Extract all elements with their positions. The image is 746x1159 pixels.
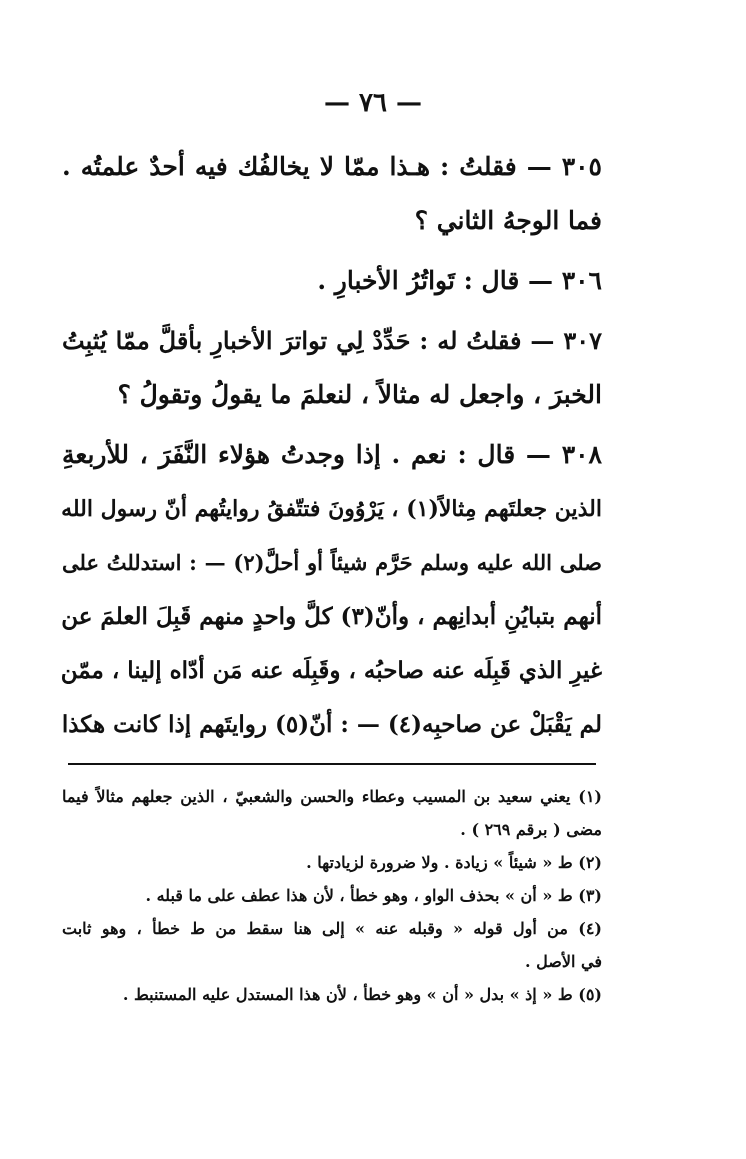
footnote-5: (٥) ط « إذ » بدل « أن » وهو خطأ ، لأن هذا المستدل عليه المستنبط . — [122, 985, 602, 1004]
text-line-308-d: أنهم بتبايُنِ أبدانِهم ، وأنّ(٣) كلَّ واحدٍ منهم قَبِلَ العلمَ عن — [61, 603, 602, 630]
text-line-305-a: ٣٠٥ — فقلتُ : هـذا ممّا لا يخالفُك فيه أحدٌ علمتُه . — [62, 152, 602, 181]
footnote-4-a: (٤) من أول قوله « وقبله عنه » إلى هنا سقط من ط خطأ ، وهو ثابت — [62, 919, 602, 938]
text-line-305-b: فما الوجهُ الثاني ؟ — [414, 206, 602, 235]
footnotes — [62, 780, 602, 1011]
page-number: — ٧٦ — — [323, 88, 423, 118]
footnote-2: (٢) ط « شيئاً » زيادة . ولا ضرورة لزيادتها . — [306, 853, 602, 872]
footnote-4-b: في الأصل . — [525, 952, 602, 971]
text-line-306: ٣٠٦ — قال : تَواتُرُ الأخبارِ . — [317, 266, 602, 295]
footnote-1-a: (١) يعني سعيد بن المسيب وعطاء والحسن والشعبيّ ، الذين جعلهم مثالاً فيما — [62, 787, 602, 806]
footnote-divider — [68, 763, 596, 765]
text-line-308-a: ٣٠٨ — قال : نعم . إذا وجدتُ هؤلاء النَّفَرَ ، للأربعةِ — [62, 440, 602, 469]
text-line-308-c: صلى الله عليه وسلم حَرَّم شيئاً أو أحلَّ(٢) — : استدللتُ على — [62, 550, 602, 575]
main-text — [62, 140, 602, 752]
text-line-307-b: الخبرَ ، واجعل له مثالاً ، لنعلمَ ما يقولُ وتقولُ ؟ — [117, 380, 602, 409]
text-line-308-e: غيرِ الذي قَبِلَه عنه صاحبُه ، وقَبِلَه عنه مَن أدّاه إلينا ، ممّن — [60, 657, 602, 684]
footnote-1-b: مضى ( برقم ٢٦٩ ) . — [460, 820, 602, 839]
footnote-3: (٣) ط « أن » بحذف الواو ، وهو خطأ ، لأن هذا عطف على ما قبله . — [145, 886, 602, 905]
text-line-308-b: الذين جعلتَهم مِثالاً(١) ، يَرْوُونَ فتتّفقُ روايتُهم أنّ رسول الله — [61, 496, 602, 522]
text-line-307-a: ٣٠٧ — فقلتُ له : حَدِّدْ لِي تواترَ الأخبارِ بأقلَّ ممّا يُثبِتُ — [62, 326, 602, 355]
text-line-308-f: لم يَقْبَلْ عن صاحبِه(٤) — : أنّ(٥) روايتَهم إذا كانت هكذا — [61, 711, 602, 738]
